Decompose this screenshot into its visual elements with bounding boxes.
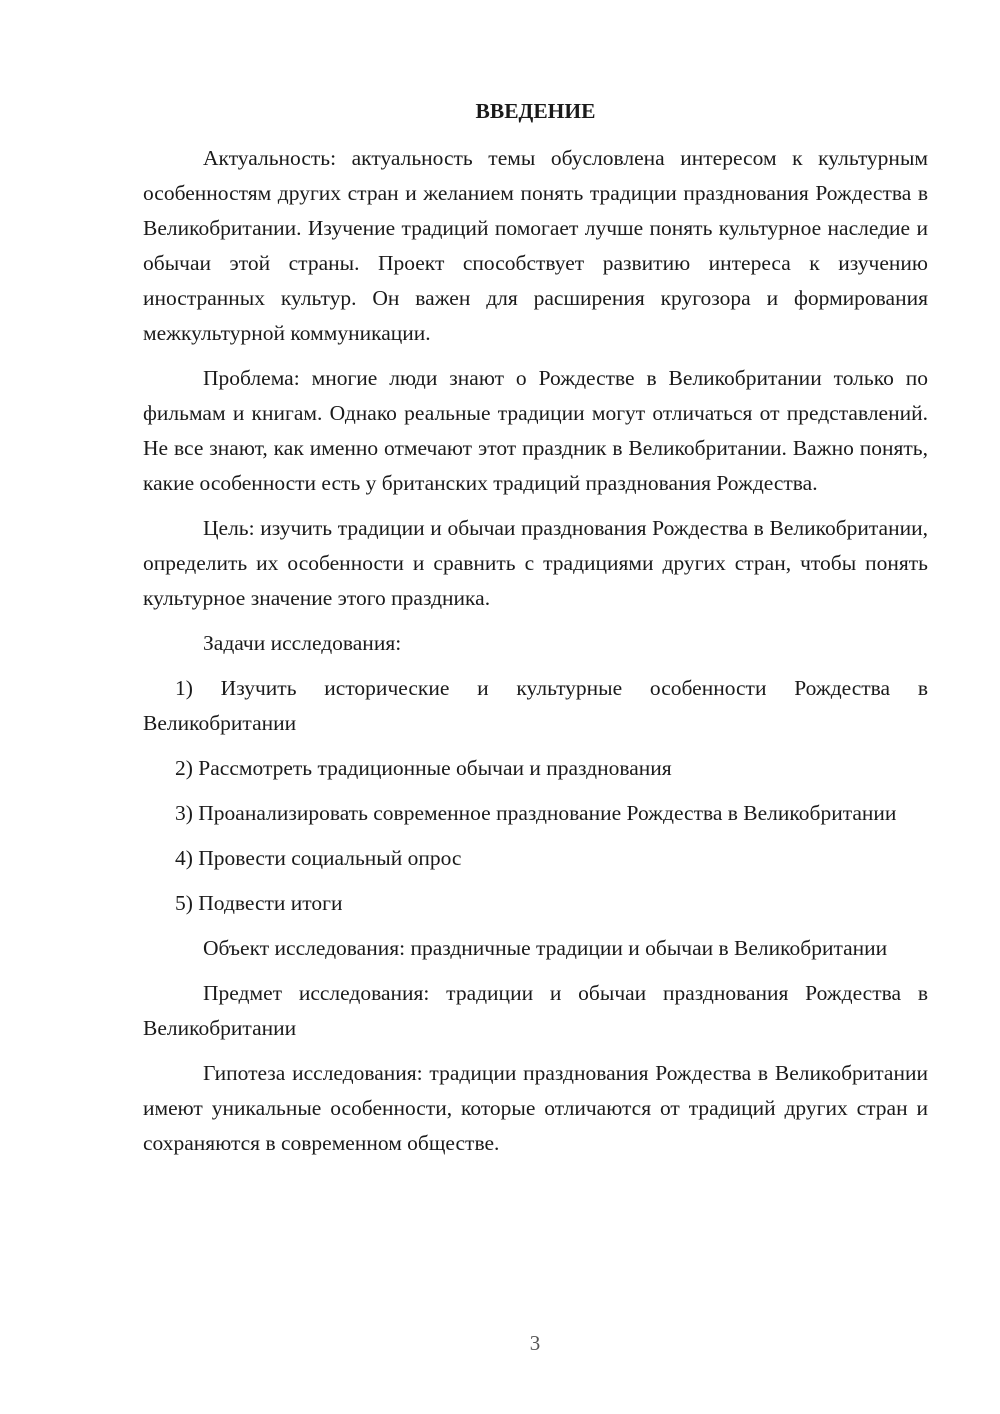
paragraph-relevance: Актуальность: актуальность темы обусловлена интересом к культурным особенностям других стран и желанием понять традиции празднования Рождества в Великобритании. Изучение традиций помогает лучше понять культурное наследие и обычаи этой страны. Проект способствует развитию интереса к изучению иностранных культур. Он важен для расширения кругозора и формирования межкультурной коммуникации. — [143, 146, 928, 345]
list-item-task-4: 4) Провести социальный опрос — [175, 846, 462, 870]
paragraph-problem: Проблема: многие люди знают о Рождестве в Великобритании только по фильмам и книгам. Однако реальные традиции могут отличаться от представлений. Не все знают, как именно отмечают этот праздник в Великобритании. Важно понять, какие особенности есть у британских традиций празднования Рождества. — [143, 366, 928, 495]
list-item-task-1: 1) Изучить исторические и культурные особенности Рождества в Великобритании — [143, 676, 928, 735]
paragraph-subject: Предмет исследования: традиции и обычаи празднования Рождества в Великобритании — [143, 981, 928, 1040]
tasks-heading: Задачи исследования: — [203, 631, 402, 655]
paragraph-object: Объект исследования: праздничные традиции и обычаи в Великобритании — [203, 936, 888, 960]
paragraph-goal: Цель: изучить традиции и обычаи празднования Рождества в Великобритании, определить их особенности и сравнить с традициями других стран, чтобы понять культурное значение этого праздника. — [143, 516, 928, 610]
page-number: 3 — [529, 1331, 541, 1355]
list-item-task-5: 5) Подвести итоги — [175, 891, 343, 915]
page-title: ВВЕДЕНИЕ — [475, 99, 596, 123]
paragraph-hypothesis: Гипотеза исследования: традиции празднования Рождества в Великобритании имеют уникальные особенности, которые отличаются от традиций других стран и сохраняются в современном обществе. — [143, 1061, 928, 1155]
document-page — [143, 94, 928, 1171]
list-item-task-2: 2) Рассмотреть традиционные обычаи и празднования — [175, 756, 672, 780]
list-item-task-3: 3) Проанализировать современное празднование Рождества в Великобритании — [175, 801, 897, 825]
